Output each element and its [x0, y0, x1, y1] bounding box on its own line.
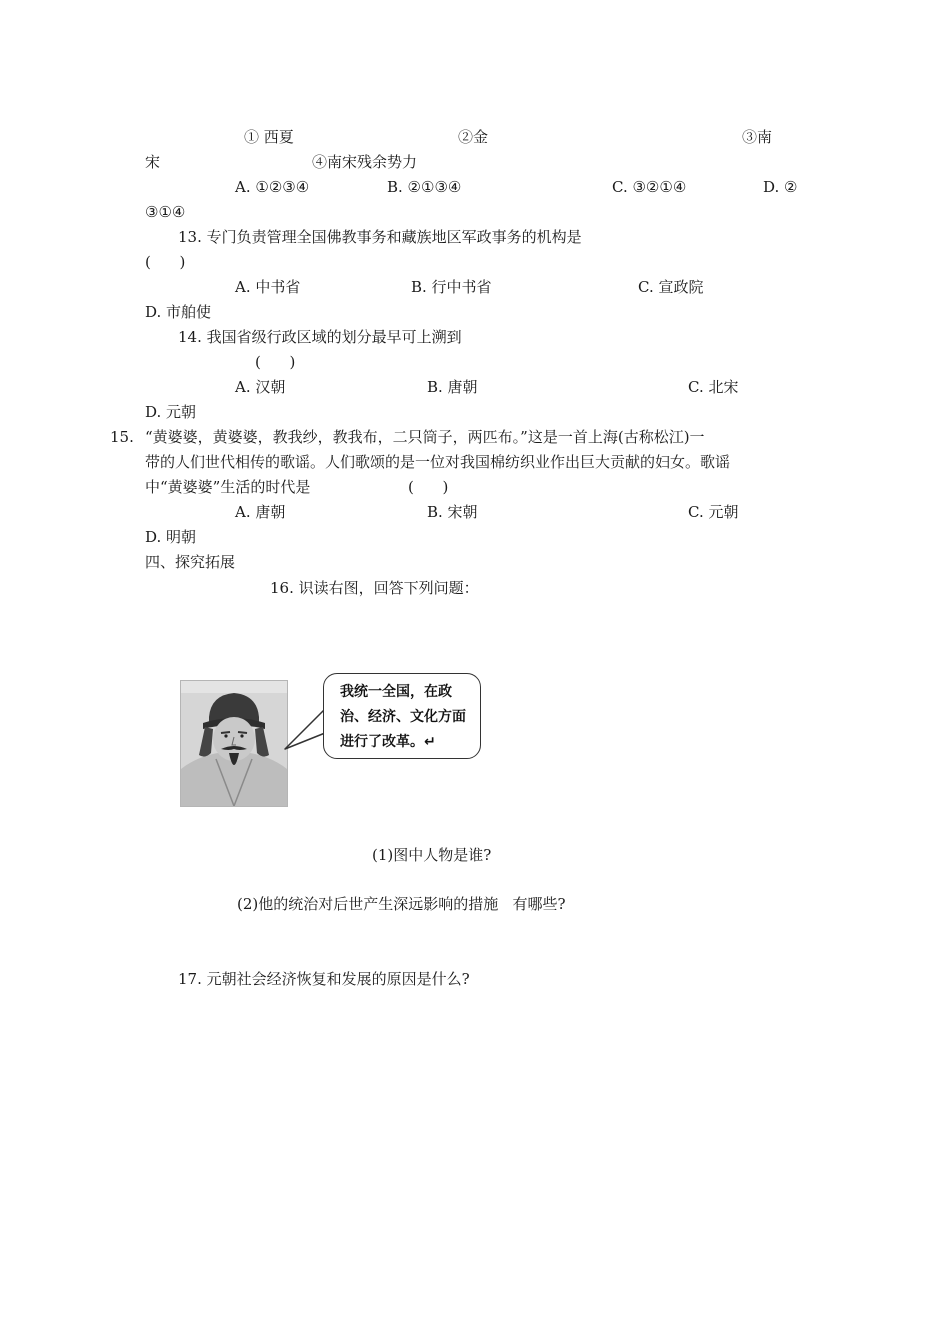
speech-bubble-line-3: 进行了改革。↵	[340, 734, 436, 750]
q12-option-2: ②金	[458, 128, 489, 146]
q15-stem-line-1: “黄婆婆，黄婆婆，教我纱，教我布，二只筒子，两匹布。”这是一首上海(古称松江)一	[145, 428, 705, 446]
q14-choice-a: A. 汉朝	[235, 378, 286, 396]
q15-choice-c: C. 元朝	[688, 503, 739, 521]
q14-choice-c: C. 北宋	[688, 378, 739, 396]
q15-number: 15.	[110, 428, 134, 446]
q13-answer-paren: ( )	[145, 253, 186, 271]
q12-choice-c: C. ③②①④	[612, 178, 687, 196]
q16-subquestion-2: (2)他的统治对后世产生深远影响的措施 有哪些?	[237, 895, 566, 913]
speech-bubble-line-2: 治、经济、文化方面	[340, 709, 466, 725]
section-heading: 四、探究拓展	[145, 553, 236, 571]
q15-answer-paren: ( )	[408, 478, 449, 496]
q12-option-4: ④南宋残余势力	[312, 153, 418, 171]
q14-stem: 14. 我国省级行政区域的划分最早可上溯到	[178, 328, 462, 346]
q16-subquestion-1: (1)图中人物是谁?	[372, 846, 492, 864]
q12-choice-d-cont: ③①④	[145, 203, 186, 221]
q12-choice-a: A. ①②③④	[235, 178, 310, 196]
q14-answer-paren: ( )	[255, 353, 296, 371]
q15-choice-b: B. 宋朝	[427, 503, 478, 521]
portrait-drawing	[181, 681, 287, 806]
speech-bubble	[323, 673, 481, 759]
q13-choice-d: D. 市舶使	[145, 303, 212, 321]
q13-stem: 13. 专门负责管理全国佛教事务和藏族地区军政事务的机构是	[178, 228, 582, 246]
q13-choice-a: A. 中书省	[235, 278, 301, 296]
q12-choice-d: D. ②	[763, 178, 798, 196]
speech-bubble-line-1: 我统一全国，在政	[340, 684, 452, 700]
q14-choice-d: D. 元朝	[145, 403, 197, 421]
q13-choice-b: B. 行中书省	[411, 278, 492, 296]
speech-bubble-tail	[284, 707, 326, 757]
q12-choice-b: B. ②①③④	[387, 178, 462, 196]
q16-stem: 16. 识读右图，回答下列问题：	[270, 579, 479, 597]
q17-stem: 17. 元朝社会经济恢复和发展的原因是什么?	[178, 970, 470, 988]
q14-choice-b: B. 唐朝	[427, 378, 478, 396]
q15-choice-a: A. 唐朝	[235, 503, 286, 521]
q15-stem-line-2: 带的人们世代相传的歌谣。人们歌颂的是一位对我国棉纺织业作出巨大贡献的妇女。歌谣	[145, 453, 731, 471]
q15-choice-d: D. 明朝	[145, 528, 197, 546]
q12-option-3: ③南	[742, 128, 773, 146]
q13-choice-c: C. 宣政院	[638, 278, 704, 296]
q15-stem-line-3: 中“黄婆婆”生活的时代是	[145, 478, 311, 496]
q12-option-3-cont: 宋	[145, 153, 161, 171]
q12-option-1: ① 西夏	[244, 128, 294, 146]
portrait-image	[180, 680, 288, 807]
